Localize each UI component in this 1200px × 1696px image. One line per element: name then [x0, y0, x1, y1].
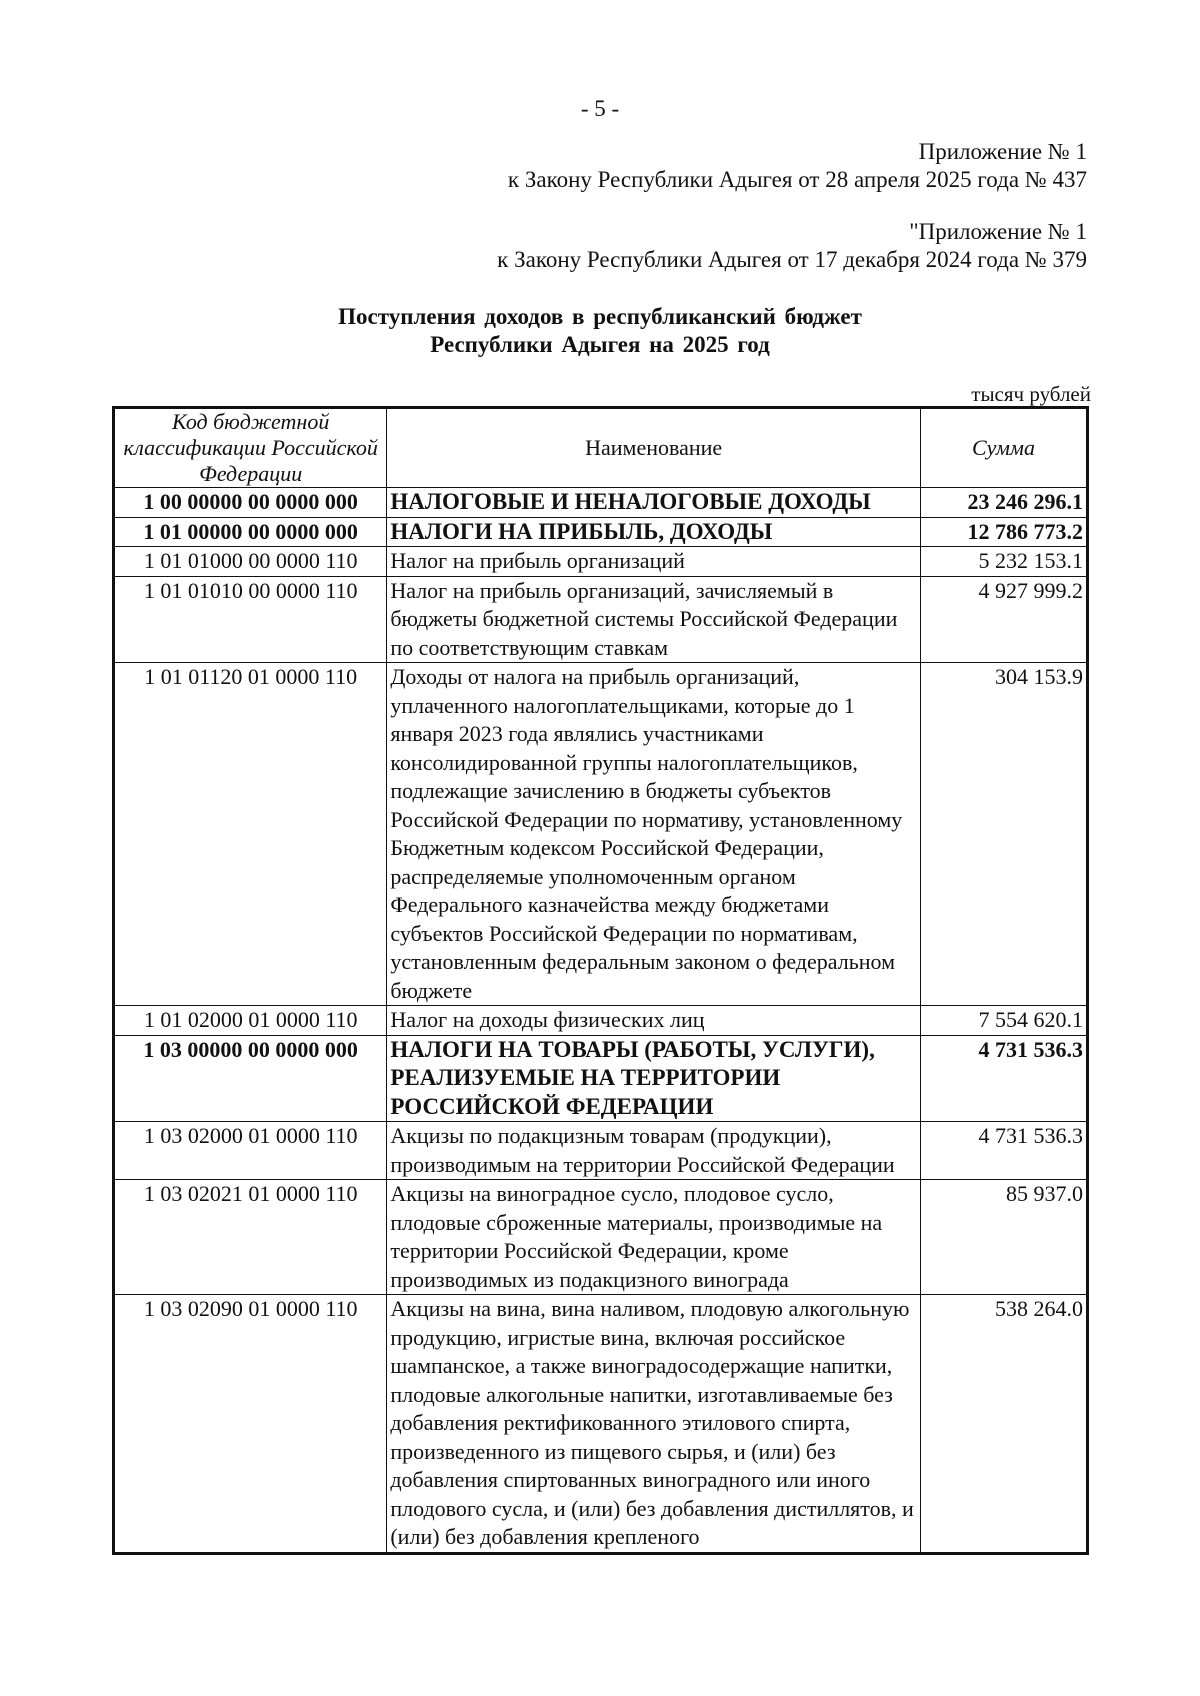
code-cell: 1 01 02000 01 0000 110 [114, 1006, 387, 1036]
table-row [114, 663, 1088, 1006]
table-header-row [114, 408, 1088, 488]
sum-cell: 304 153.9 [920, 663, 1087, 1006]
header-sum: Сумма [920, 408, 1087, 488]
name-cell: НАЛОГОВЫЕ И НЕНАЛОГОВЫЕ ДОХОДЫ [387, 488, 921, 518]
table-row [114, 1122, 1088, 1180]
sum-cell: 4 731 536.3 [920, 1122, 1087, 1180]
name-cell: НАЛОГИ НА ПРИБЫЛЬ, ДОХОДЫ [387, 517, 921, 547]
code-cell: 1 01 00000 00 0000 000 [114, 517, 387, 547]
table-row [114, 488, 1088, 518]
name-cell: Акцизы на вина, вина наливом, плодовую алкогольную продукцию, игристые вина, включая российское шампанское, а также виноградосодержащие напитки, плодовые алкогольные напитки, изготавливаемые без добавления ректификованного этилового спирта, произведенного из пищевого сырья, и (или) без добавления спиртованных виноградного или иного плодового сусла, и (или) без добавления дистиллятов, и (или) без добавления крепленого [387, 1295, 921, 1554]
name-cell: Доходы от налога на прибыль организаций, уплаченного налогоплательщиками, которые до 1 января 2023 года являлись участниками консолидированной группы налогоплательщиков, подлежащие зачислению в бюджеты субъектов Российской Федерации по нормативу, установленному Бюджетным кодексом Российской Федерации, распределяемые уполномоченным органом Федерального казначейства между бюджетами субъектов Российской Федерации по нормативам, установленным федеральным законом о федеральном бюджете [387, 663, 921, 1006]
appendix-current-line1: Приложение № 1 [918, 139, 1087, 164]
units-label: тысяч рублей [971, 382, 1091, 406]
table-row [114, 547, 1088, 577]
table-row [114, 1180, 1088, 1295]
table-row [114, 1295, 1088, 1554]
name-cell: Акцизы по подакцизным товарам (продукции), производимым на территории Российской Федерации [387, 1122, 921, 1180]
code-cell: 1 01 01010 00 0000 110 [114, 576, 387, 663]
table-row [114, 1035, 1088, 1122]
table-body [114, 488, 1088, 1554]
table-row [114, 1006, 1088, 1036]
name-cell: Налог на прибыль организаций [387, 547, 921, 577]
table-row [114, 576, 1088, 663]
sum-cell: 4 731 536.3 [920, 1035, 1087, 1122]
name-cell: Налог на прибыль организаций, зачисляемый в бюджеты бюджетной системы Российской Федерации по соответствующим ставкам [387, 576, 921, 663]
sum-cell: 538 264.0 [920, 1295, 1087, 1554]
header-name: Наименование [387, 408, 921, 488]
name-cell: НАЛОГИ НА ТОВАРЫ (РАБОТЫ, УСЛУГИ), РЕАЛИЗУЕМЫЕ НА ТЕРРИТОРИИ РОССИЙСКОЙ ФЕДЕРАЦИИ [387, 1035, 921, 1122]
code-cell: 1 03 02000 01 0000 110 [114, 1122, 387, 1180]
code-cell: 1 03 02021 01 0000 110 [114, 1180, 387, 1295]
code-cell: 1 00 00000 00 0000 000 [114, 488, 387, 518]
document-title-line1: Поступления доходов в республиканский бюджет [338, 304, 862, 329]
table-row [114, 517, 1088, 547]
sum-cell: 23 246 296.1 [920, 488, 1087, 518]
appendix-current [508, 138, 1087, 194]
document-title [170, 303, 1030, 359]
code-cell: 1 01 01000 00 0000 110 [114, 547, 387, 577]
revenue-table [112, 406, 1089, 1555]
name-cell: Налог на доходы физических лиц [387, 1006, 921, 1036]
code-cell: 1 03 00000 00 0000 000 [114, 1035, 387, 1122]
document-title-line2: Республики Адыгея на 2025 год [430, 332, 770, 357]
sum-cell: 7 554 620.1 [920, 1006, 1087, 1036]
header-code: Код бюджетной классификации Российской Федерации [114, 408, 387, 488]
appendix-original-line2: к Закону Республики Адыгея от 17 декабря 2024 года № 379 [497, 247, 1087, 272]
name-cell: Акцизы на виноградное сусло, плодовое сусло, плодовые сброженные материалы, производимые на территории Российской Федерации, кроме производимых из подакцизного винограда [387, 1180, 921, 1295]
appendix-original [497, 218, 1087, 274]
code-cell: 1 01 01120 01 0000 110 [114, 663, 387, 1006]
sum-cell: 12 786 773.2 [920, 517, 1087, 547]
appendix-original-line1: "Приложение № 1 [909, 219, 1087, 244]
appendix-current-line2: к Закону Республики Адыгея от 28 апреля 2025 года № 437 [507, 167, 1087, 192]
code-cell: 1 03 02090 01 0000 110 [114, 1295, 387, 1554]
sum-cell: 5 232 153.1 [920, 547, 1087, 577]
sum-cell: 85 937.0 [920, 1180, 1087, 1295]
page-number: - 5 - [580, 96, 620, 121]
sum-cell: 4 927 999.2 [920, 576, 1087, 663]
